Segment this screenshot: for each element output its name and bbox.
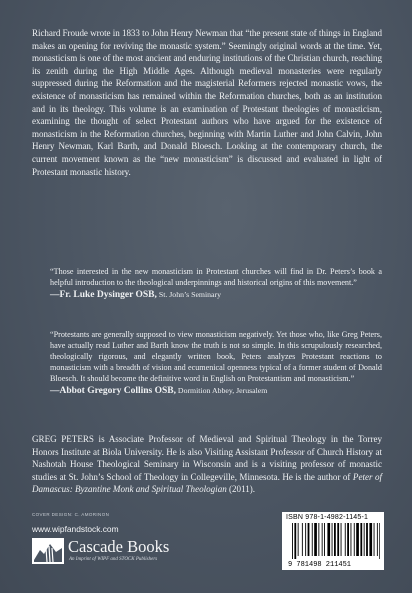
barcode-bar — [332, 523, 333, 556]
publisher-name: Cascade Books — [68, 537, 170, 556]
barcode-bar — [337, 523, 339, 556]
isbn-barcode-box — [282, 512, 384, 570]
barcode-bar — [324, 523, 325, 556]
endorser-name: —Abbot Gregory Collins OSB, — [50, 385, 176, 396]
barcode-bar — [308, 523, 310, 556]
barcode-bar — [377, 523, 378, 556]
endorsement-attribution — [50, 290, 382, 301]
barcode-bar — [314, 523, 317, 556]
barcode-bar — [322, 523, 323, 556]
barcode-bar — [354, 523, 355, 556]
barcode-bar — [345, 523, 346, 556]
author-bio — [32, 433, 382, 496]
barcode-bar — [369, 523, 372, 556]
publisher-website: www.wipfandstock.com — [32, 524, 119, 534]
waterfall-logo-icon — [32, 538, 64, 564]
author-book-title: Peter of Damascus: Byzantine Monk and Spiritual Theologian — [32, 471, 383, 495]
barcode-bar — [364, 523, 365, 556]
author-name: GREG PETERS — [32, 434, 94, 444]
endorsement-attribution — [50, 386, 382, 397]
barcode-bar — [379, 523, 380, 559]
barcode-bar — [327, 523, 330, 556]
barcode-bar — [305, 523, 306, 556]
barcode-digits: 9 781498 211451 — [288, 561, 352, 567]
endorsement-quote — [50, 267, 382, 301]
barcode-bar — [356, 523, 359, 556]
barcode-bar — [366, 523, 368, 556]
barcode-bar — [334, 523, 336, 556]
barcode-bar — [302, 523, 303, 556]
endorsement-text: “Those interested in the new monasticism in Protestant churches will find in Dr. Peters’s book a helpful introduction to the theological underpinnings and historical origins of this movement.” — [50, 267, 382, 287]
barcode-bar — [312, 523, 313, 556]
barcode-bar — [292, 523, 293, 559]
endorser-affiliation: Dormition Abbey, Jerusalem — [175, 385, 268, 395]
barcode-bar — [360, 523, 362, 556]
barcode-bar — [318, 523, 319, 556]
barcode-bar — [294, 523, 296, 559]
endorser-name: —Fr. Luke Dysinger OSB, — [50, 289, 157, 300]
barcode-bar — [374, 523, 375, 556]
isbn-number: ISBN 978-1-4982-1145-1 — [286, 514, 369, 521]
barcode-bar — [351, 523, 352, 556]
barcode-icon — [286, 523, 380, 567]
book-description: Richard Froude wrote in 1833 to John Henry Newman that “the present state of things in England makes an opening for reviving the monastic system.” Seemingly original words at the time. Yet, monasticism is one of the most ancient and enduring institutions of the Christian church, reaching its zenith during the High Middle Ages. Although medieval monasteries were regularly suppressed during the Reformation and the magisterial Reformers rejected monastic vows, the existence of monasticism has remained within the Reformation churches, both as an institution and in its theology. This volume is an examination of Protestant theologies of monasticism, examining the thought of select Protestant authors who have argued for the existence of monasticism in the Reformation churches, beginning with Martin Luther and John Calvin, John Henry Newman, Karl Barth, and Donald Bloesch. Looking at the contemporary church, the current movement known as the “new monasticism” is discussed and evaluated in light of Protestant monastic history. — [32, 28, 382, 177]
author-book-year: (2011). — [226, 484, 256, 495]
endorsement-quote — [50, 330, 382, 396]
endorser-affiliation: St. John’s Seminary — [156, 289, 222, 299]
barcode-bar — [341, 523, 342, 556]
publisher-tagline: An Imprint of WIPF and STOCK Publishers — [69, 557, 158, 562]
barcode-bar — [298, 523, 299, 556]
endorsement-text: “Protestants are generally supposed to view monasticism negatively. Yet those who, like Greg Peters, have actually read Luther and Barth know the truth is not so simple. In this scrupulously researched, theologically rigorous, and elegantly written book, Peters analyzes Protestant reactions to monasticism with a breadth of vision and ecumenical openness typical of a former student of Donald Bloesch. It should become the definitive word in English on Protestantism and monasticism.” — [50, 330, 382, 383]
publisher-logo — [32, 538, 192, 568]
author-bio-text: is Associate Professor of Medieval and Spiritual Theology in the Torrey Honors Institute at Biola University. He is also Visiting Assistant Professor of Church History at Nashotah House Theological Seminary in Wisconsin and is a visiting professor of monastic studies at St. John’s School of Theology in Collegeville, Minnesota. He is the author of — [32, 434, 382, 482]
cover-design-credit: COVER DESIGN: C. AMORINON — [32, 512, 110, 517]
barcode-bar — [347, 523, 349, 556]
